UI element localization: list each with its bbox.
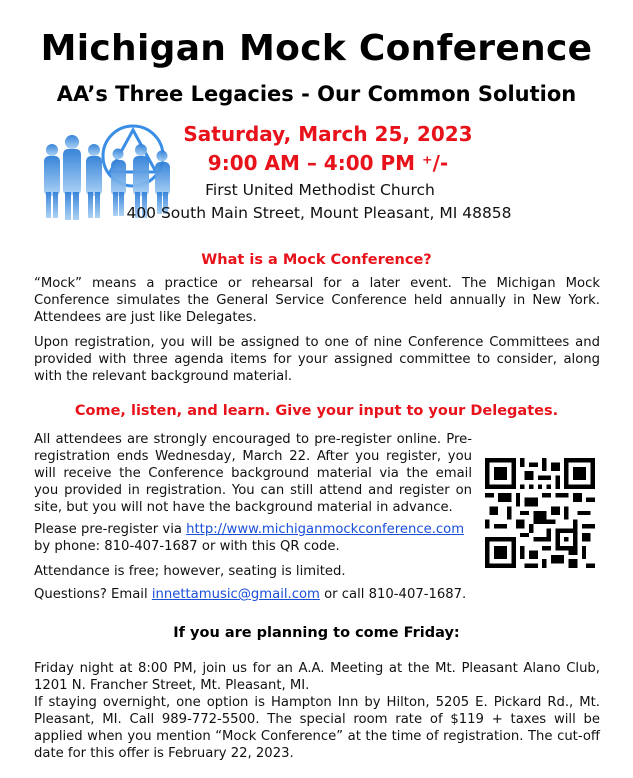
section-heading-what-is: What is a Mock Conference?	[201, 252, 432, 268]
questions-suffix: or call 810-407-1687.	[319, 587, 467, 602]
event-address: 400 South Main Street, Mount Pleasant, MI 48858	[126, 204, 512, 222]
questions-email-link[interactable]: innettamusic@gmail.com	[151, 587, 320, 602]
paragraph-hotel: If staying overnight, one option is Hampton Inn by Hilton, 5205 E. Pickard Rd., Mt. Pleasant, MI. Call 989-772-5500. The special room rate of $119 + taxes will be applied when you mention “Mock Conference” at the time of registration. The cut-off date for this offer is February 22, 2023.	[34, 695, 600, 761]
paragraph-registration: Upon registration, you will be assigned to one of nine Conference Committees and provided with three agenda items for your assigned committee to consider, along with the relevant background material.	[34, 335, 600, 384]
paragraph-pre-register: All attendees are strongly encouraged to pre-register online. Pre-registration ends Wednesday, March 22. After you register, you will receive the Conference background material via the email you provided in registration. You can still attend and register on site, but you will not have the background material in advance.	[34, 432, 472, 515]
questions-prefix: Questions? Email	[34, 587, 152, 602]
paragraph-mock-meaning: “Mock” means a practice or rehearsal for a later event. The Michigan Mock Conference simulates the General Service Conference held annually in New York. Attendees are just like Delegates.	[34, 276, 600, 325]
section-heading-come-listen: Come, listen, and learn. Give your input to your Delegates.	[74, 403, 559, 419]
paragraph-questions	[34, 586, 472, 603]
paragraph-attendance: Attendance is free; however, seating is limited.	[34, 564, 346, 579]
page-subtitle: AA’s Three Legacies - Our Common Solution	[56, 82, 577, 106]
paragraph-register-via	[34, 521, 472, 555]
event-venue: First United Methodist Church	[205, 181, 435, 199]
event-date: Saturday, March 25, 2023	[183, 122, 473, 146]
paragraph-friday-meeting: Friday night at 8:00 PM, join us for an A.A. Meeting at the Mt. Pleasant Alano Club, 1201 N. Francher Street, Mt. Pleasant, MI.	[34, 661, 600, 693]
register-prefix: Please pre-register via	[34, 522, 187, 537]
page-title: Michigan Mock Conference	[40, 28, 593, 69]
register-link[interactable]: http://www.michiganmockconference.com	[186, 522, 465, 537]
qr-code[interactable]	[485, 458, 595, 568]
event-time: 9:00 AM – 4:00 PM ⁺/-	[207, 151, 449, 175]
section-heading-friday: If you are planning to come Friday:	[173, 625, 460, 641]
register-suffix: by phone: 810-407-1687 or with this QR code.	[34, 539, 340, 554]
